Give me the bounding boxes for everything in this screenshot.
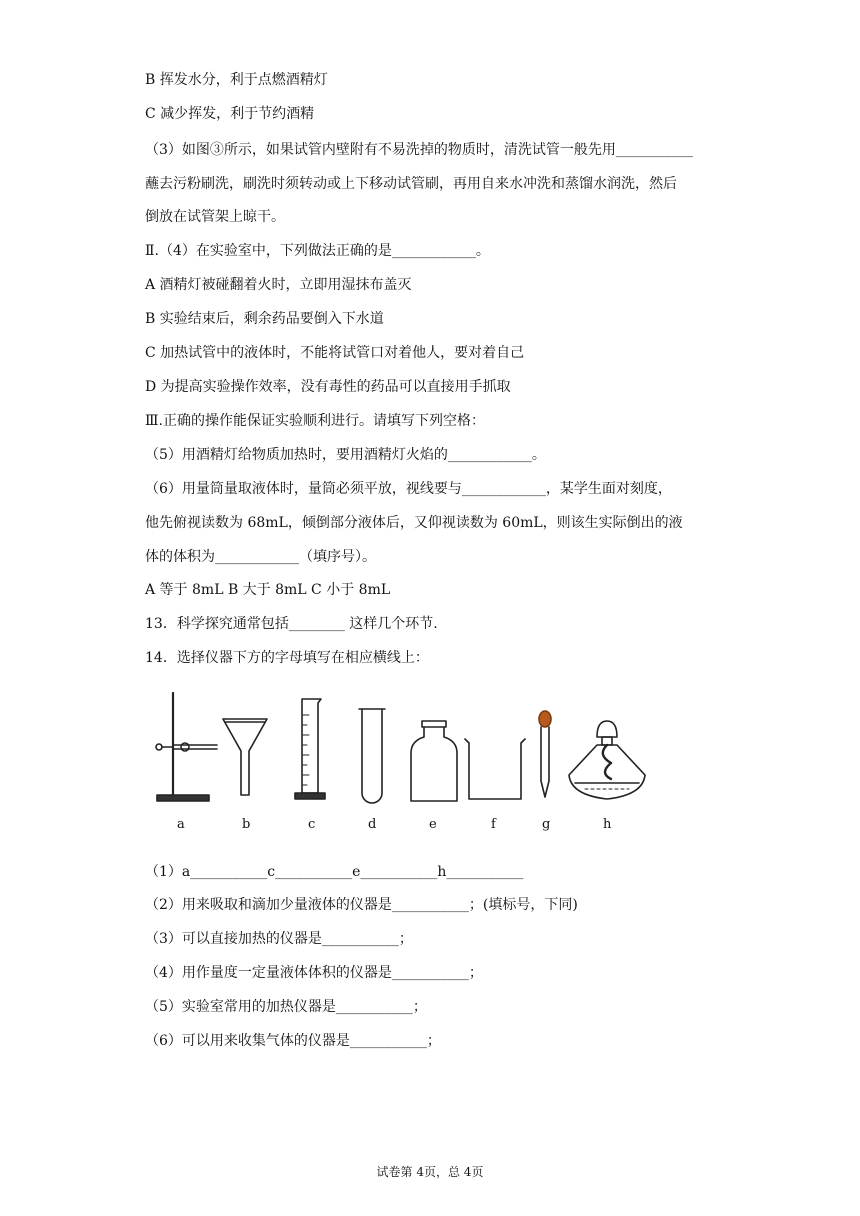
question-6-line-2: 他先俯视读数为 68mL，倾倒部分液体后，又仰视读数为 60mL，则该生实际倒出的液 bbox=[145, 515, 683, 531]
apparatus-figure bbox=[145, 685, 665, 840]
question-6-line-3: 体的体积为____________（填序号）。 bbox=[145, 549, 376, 565]
q14-sub-2: （2）用来吸取和滴加少量液体的仪器是___________；(填标号，下同) bbox=[145, 897, 578, 913]
q14-sub-1: （1）a___________c___________e___________h___________ bbox=[145, 864, 524, 880]
q14-sub-5: （5）实验室常用的加热仪器是___________； bbox=[145, 999, 427, 1015]
question-4-line: Ⅱ.（4）在实验室中，下列做法正确的是____________。 bbox=[145, 243, 490, 259]
question-4-option-d: D 为提高实验操作效率，没有毒性的药品可以直接用手抓取 bbox=[145, 379, 511, 395]
question-6-line-1: （6）用量筒量取液体时，量筒必须平放，视线要与____________，某学生面对刻度， bbox=[145, 481, 672, 497]
question-5-line: （5）用酒精灯给物质加热时，要用酒精灯火焰的____________。 bbox=[145, 447, 546, 463]
label-g: g bbox=[542, 817, 551, 832]
section-3-intro: Ⅲ.正确的操作能保证实验顺利进行。请填写下列空格： bbox=[145, 413, 485, 429]
question-13-line: 13．科学探究通常包括________ 这样几个环节. bbox=[145, 616, 438, 632]
question-3-line-1: （3）如图③所示，如果试管内壁附有不易洗掉的物质时，清洗试管一般先用___________ bbox=[145, 142, 693, 158]
label-d: d bbox=[368, 817, 377, 832]
label-c: c bbox=[308, 817, 316, 832]
question-4-option-c: C 加热试管中的液体时，不能将试管口对着他人，要对着自己 bbox=[145, 345, 525, 361]
iron-stand-icon bbox=[156, 693, 217, 801]
graduated-cylinder-icon bbox=[295, 699, 325, 799]
label-e: e bbox=[429, 817, 437, 832]
gas-collecting-bottle-icon bbox=[411, 721, 457, 801]
label-a: a bbox=[177, 817, 185, 832]
test-tube-icon bbox=[359, 709, 385, 803]
q14-sub-6: （6）可以用来收集气体的仪器是___________； bbox=[145, 1033, 441, 1049]
label-f: f bbox=[491, 817, 496, 832]
q14-sub-4: （4）用作量度一定量液体体积的仪器是___________； bbox=[145, 965, 483, 981]
beaker-icon bbox=[465, 739, 525, 799]
page-footer: 试卷第 4页，总 4页 bbox=[376, 1165, 484, 1179]
funnel-icon bbox=[223, 719, 267, 795]
dropper-icon bbox=[539, 711, 551, 797]
q14-sub-3: （3）可以直接加热的仪器是___________； bbox=[145, 931, 413, 947]
alcohol-lamp-icon bbox=[569, 721, 645, 799]
question-6-options: A 等于 8mL B 大于 8mL C 小于 8mL bbox=[145, 582, 391, 598]
label-h: h bbox=[603, 817, 612, 832]
question-4-option-b: B 实验结束后，剩余药品要倒入下水道 bbox=[145, 311, 384, 327]
option-b-line: B 挥发水分，利于点燃酒精灯 bbox=[145, 72, 328, 88]
question-14-line: 14．选择仪器下方的字母填写在相应横线上： bbox=[145, 650, 429, 666]
question-3-line-2: 蘸去污粉刷洗，刷洗时须转动或上下移动试管刷，再用自来水冲洗和蒸馏水润洗，然后 bbox=[145, 176, 677, 192]
label-b: b bbox=[242, 817, 251, 832]
question-3-line-3: 倒放在试管架上晾干。 bbox=[145, 209, 285, 225]
question-4-option-a: A 酒精灯被碰翻着火时，立即用湿抹布盖灭 bbox=[145, 277, 412, 293]
option-c-line: C 减少挥发，利于节约酒精 bbox=[145, 106, 315, 122]
